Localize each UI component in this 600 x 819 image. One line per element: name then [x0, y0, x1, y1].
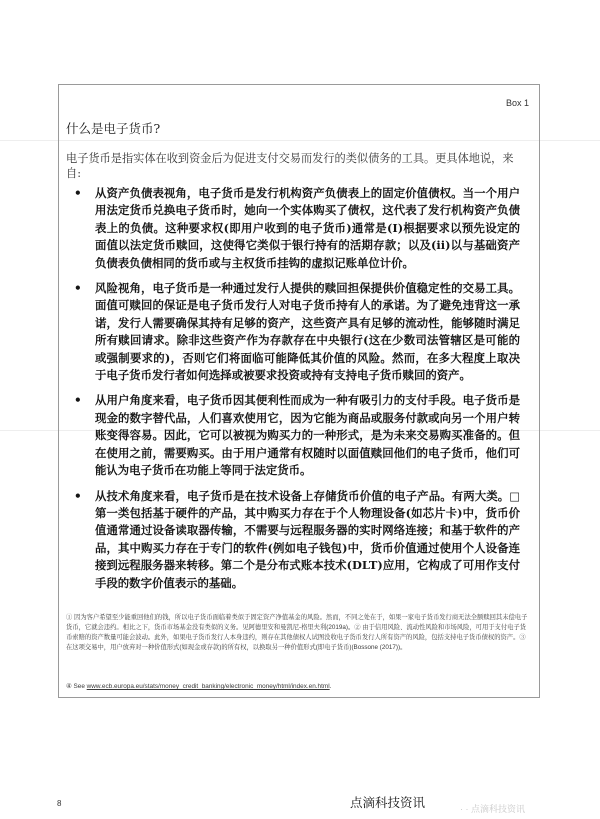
box-label: Box 1 — [505, 98, 529, 108]
bullet-icon: • — [74, 281, 82, 296]
bullet-item-user — [74, 392, 520, 479]
bullet-text: 风险视角，电子货币是一种通过发行人提供的赎回担保提供价值稳定性的交易工具。面值可赎回的保证是电子货币发行人对电子货币持有人的承诺。为了避免违背这一承诺，发行人需要确保其持有足够的资产，这些资产具有足够的流动性，能够随时满足所有赎回请求。除非这些资产作为存款存在中央银行(这在少数司法管辖区是可能的或强制要求的)，否则它们将面临可能降低其价值的风险。然而，在多大程度上取决于电子货币发行者如何选择或被要求投资或持有支持电子货币赎回的资产。 — [95, 281, 520, 383]
watermark: · · 点滴科技资讯 — [460, 804, 525, 814]
bullet-item-risk — [74, 280, 520, 384]
bullet-icon: • — [74, 393, 82, 408]
box-title: 什么是电子货币? — [66, 121, 161, 136]
page-number: 8 — [57, 799, 62, 808]
brand-caption: 点滴科技资讯 — [350, 795, 426, 810]
footnote-2-suffix: . — [329, 683, 332, 690]
footnote-2-prefix: ④ See — [66, 683, 87, 690]
bullet-list — [74, 185, 520, 600]
bullet-item-balance-sheet — [74, 185, 520, 272]
bullet-text: 从技术角度来看，电子货币是在技术设备上存储货币价值的电子产品。有两大类。□ 第一类包括基于硬件的产品，其中购买力存在于个人物理设备(如芯片卡)中，货币价值通常通过设备读取器传输，不需要与远程服务器的实时网络连接；和基于软件的产品，其中购买力存在于专门的软件(例如电子钱包)中，货币价值通过使用个人设备连接到远程服务器来转移。第二个是分布式账本技术(DLT)应用，它构成了可用作支付手段的数字价值表示的基础。 — [95, 488, 520, 590]
bullet-icon: • — [74, 488, 82, 503]
bullet-item-technology — [74, 488, 520, 592]
footnote-2 — [66, 682, 532, 690]
footnote-1: ① 因为客户希望至少能重回他们的钱，所以电子货币面临着类似于固定资产净值基金的风险。然而，不同之处在于，如果一家电子货币发行商无法全额赎回其未偿电子货币，它就会违约。相比之下，货币市场基金没有类似的义务。见阿德里安和曼凯尼-格里夫利(2019a)。② 由于信用风险、流动性风险和市场风险，可用于支付电子货币索赔的资产数量可能会波动。此外，如果电子货币发行人本身违约，则存在其他债权人试图没收电子货币发行人所有资产的风险，包括支持电子货币债权的资产。③ 在这项交易中，用户放弃对一种价值形式(如现金或存款)的所有权，以换取另一种价值形式(即电子货币)(Bossone (2017))。 — [66, 614, 528, 651]
bullet-text: 从用户角度来看，电子货币因其便利性而成为一种有吸引力的支付手段。电子货币是现金的数字替代品，人们喜欢使用它，因为它能为商品或服务付款或向另一个用户转账变得容易。因此，它可以被视为购买力的一种形式，是为未来交易购买准备的。但在使用之前，需要购买。由于用户通常有权随时以面值赎回他们的电子货币，他们可能认为电子货币在功能上等同于法定货币。 — [95, 393, 520, 478]
footnote-2-link[interactable]: www.ecb.europa.eu/stats/money_credit_banking/electronic_money/html/index.en.html — [86, 683, 330, 690]
intro-paragraph: 电子货币是指实体在收到资金后为促进支付交易而发行的类似债务的工具。更具体地说，来自: — [66, 152, 514, 180]
bullet-icon: • — [74, 186, 82, 200]
box-frame — [58, 84, 540, 698]
bullet-text: 从资产负债表视角，电子货币是发行机构资产负债表上的固定价值债权。当一个用户用法定货币兑换电子货币时，她向一个实体购买了债权，这代表了发行机构资产负债表上的负债。这种要求权(即用户收到的电子货币)通常是(I)根据要求以预先设定的面值以法定货币赎回，这使得它类似于银行持有的活期存款；以及(ii)以与基础资产负债表负债相同的货币或与主权货币挂钩的虚拟记账单位计价。 — [95, 186, 520, 270]
